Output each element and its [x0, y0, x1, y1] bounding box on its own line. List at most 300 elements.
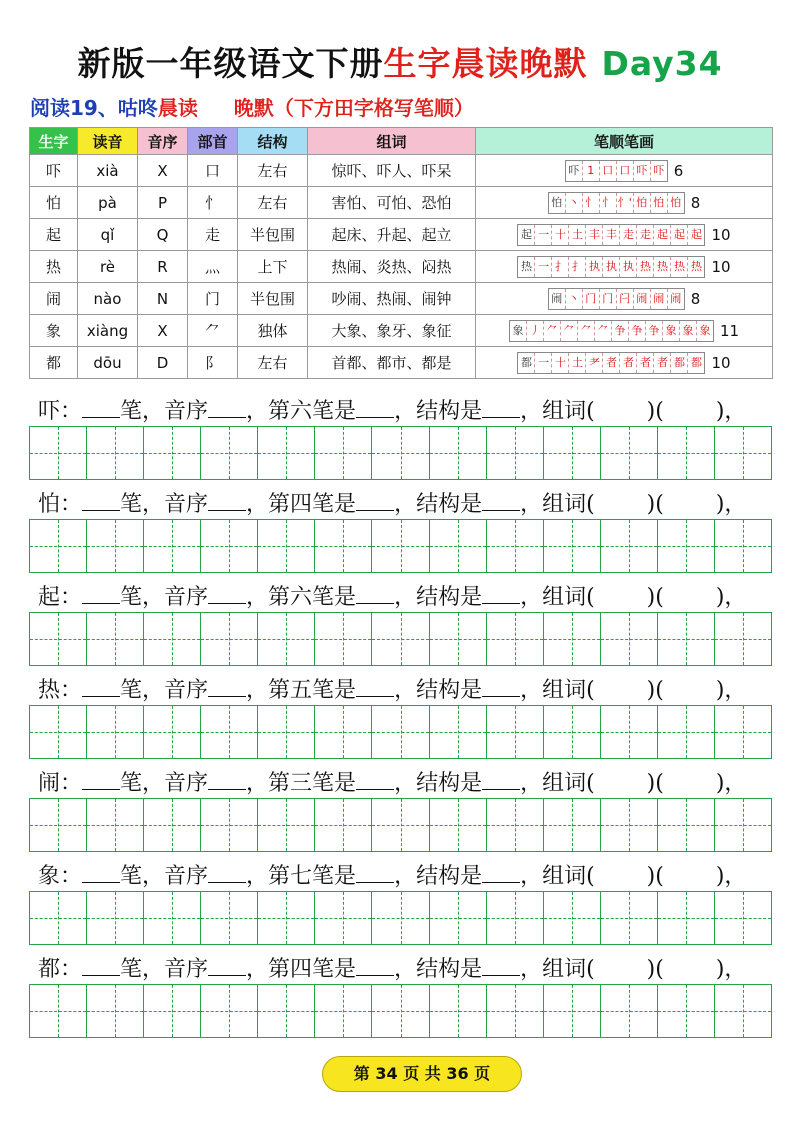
- cell-radical: 灬: [188, 251, 238, 283]
- lesson-name: 阅读19、咕咚: [30, 96, 158, 120]
- question-text: )，: [715, 771, 747, 796]
- tianzige-cell[interactable]: [601, 799, 658, 851]
- cell-radical: 阝: [188, 347, 238, 379]
- tianzige-cell[interactable]: [601, 706, 658, 758]
- stroke-count: 8: [690, 289, 701, 308]
- answer-blank[interactable]: [82, 397, 120, 418]
- stroke-step: 闹: [634, 289, 651, 309]
- col-header: 音序: [138, 128, 188, 155]
- tianzige-cell[interactable]: [715, 985, 771, 1037]
- tianzige-cell[interactable]: [258, 892, 315, 944]
- tianzige-cell[interactable]: [487, 985, 544, 1037]
- stroke-step: 怕: [651, 193, 668, 213]
- answer-blank[interactable]: [82, 862, 120, 883]
- question-text: ，结构是: [394, 678, 483, 703]
- answer-blank[interactable]: [208, 583, 246, 604]
- tianzige-cell[interactable]: [658, 892, 715, 944]
- question-text: 笔，音序: [120, 585, 209, 610]
- tianzige-cell[interactable]: [87, 613, 144, 665]
- cell-index: R: [138, 251, 188, 283]
- stroke-step: 口: [617, 161, 634, 181]
- stroke-step: ⺈: [544, 321, 561, 341]
- col-header: 组词: [308, 128, 476, 155]
- tianzige-cell[interactable]: [601, 520, 658, 572]
- cell-words: 惊吓、吓人、吓呆: [308, 155, 476, 187]
- stroke-step: 象: [699, 323, 711, 337]
- tianzige-cell[interactable]: [601, 985, 658, 1037]
- answer-blank[interactable]: [482, 955, 520, 976]
- tianzige-cell[interactable]: [487, 892, 544, 944]
- tianzige-cell[interactable]: [658, 706, 715, 758]
- tianzige-cell[interactable]: [544, 427, 601, 479]
- cell-radical: 口: [188, 155, 238, 187]
- question-text: ：: [60, 399, 83, 424]
- stroke-step: ⺈: [595, 321, 612, 341]
- question-text: 笔，音序: [120, 399, 209, 424]
- stroke-step: 起: [690, 227, 702, 241]
- cell-radical: 走: [188, 219, 238, 251]
- stroke-step: 走: [620, 225, 637, 245]
- answer-blank[interactable]: [482, 862, 520, 883]
- table-row: [30, 347, 773, 379]
- stroke-step: 者: [637, 353, 654, 373]
- stroke-step: 一: [535, 225, 552, 245]
- answer-blank[interactable]: [356, 490, 394, 511]
- tianzige-cell[interactable]: [201, 799, 258, 851]
- tianzige-cell[interactable]: [315, 706, 372, 758]
- tianzige-cell[interactable]: [372, 799, 429, 851]
- tianzige-cell[interactable]: [430, 985, 487, 1037]
- tianzige-cell[interactable]: [30, 985, 87, 1037]
- stroke-step: 丰: [603, 225, 620, 245]
- stroke-count: 10: [711, 353, 731, 372]
- tianzige-cell[interactable]: [258, 706, 315, 758]
- stroke-step: 1: [583, 161, 600, 181]
- cell-words: 害怕、可怕、恐怕: [308, 187, 476, 219]
- question-text: )，: [715, 585, 747, 610]
- tianzige-cell[interactable]: [658, 427, 715, 479]
- tianzige-cell[interactable]: [658, 520, 715, 572]
- cell-stroke-order: [476, 155, 773, 187]
- question-text: ，组词(: [520, 864, 595, 889]
- tianzige-cell[interactable]: [258, 799, 315, 851]
- tianzige-cell[interactable]: [30, 706, 87, 758]
- stroke-step: 扌: [569, 257, 586, 277]
- tianzige-cell[interactable]: [144, 892, 201, 944]
- tianzige-grid: [29, 891, 772, 945]
- tianzige-cell[interactable]: [258, 520, 315, 572]
- tianzige-cell[interactable]: [658, 613, 715, 665]
- tianzige-cell[interactable]: [30, 613, 87, 665]
- cell-structure: 上下: [238, 251, 308, 283]
- question-line: [38, 673, 746, 704]
- tianzige-cell[interactable]: [430, 427, 487, 479]
- answer-blank[interactable]: [208, 769, 246, 790]
- tianzige-cell[interactable]: [372, 706, 429, 758]
- question-text: ，结构是: [394, 864, 483, 889]
- question-text: )(: [646, 957, 664, 982]
- col-header: 部首: [188, 128, 238, 155]
- question-char: 都: [38, 957, 61, 982]
- tianzige-cell[interactable]: [87, 520, 144, 572]
- stroke-step: 忄': [617, 193, 634, 213]
- stroke-step: 闹: [670, 291, 682, 305]
- cell-stroke-order: [476, 283, 773, 315]
- stroke-step: 热: [671, 257, 688, 277]
- cell-words: 热闹、炎热、闷热: [308, 251, 476, 283]
- stroke-step: 热: [690, 259, 702, 273]
- answer-blank[interactable]: [82, 583, 120, 604]
- cell-index: N: [138, 283, 188, 315]
- question-text: ，组词(: [520, 957, 595, 982]
- stroke-count: 10: [711, 225, 731, 244]
- stroke-step: 都: [671, 353, 688, 373]
- question-text: ，第六笔是: [246, 399, 357, 424]
- answer-blank[interactable]: [208, 676, 246, 697]
- tianzige-cell[interactable]: [201, 520, 258, 572]
- tianzige-cell[interactable]: [201, 892, 258, 944]
- stroke-step: 热: [637, 257, 654, 277]
- question-text: ，组词(: [520, 678, 595, 703]
- answer-blank[interactable]: [482, 769, 520, 790]
- tianzige-cell[interactable]: [144, 520, 201, 572]
- tianzige-cell[interactable]: [658, 985, 715, 1037]
- answer-blank[interactable]: [356, 862, 394, 883]
- stroke-sequence: [517, 256, 705, 278]
- cell-pinyin: pà: [78, 187, 138, 219]
- stroke-step: 耂: [586, 353, 603, 373]
- question-text: ，第四笔是: [246, 957, 357, 982]
- tianzige-cell[interactable]: [544, 613, 601, 665]
- tianzige-cell[interactable]: [372, 613, 429, 665]
- tianzige-cell[interactable]: [601, 892, 658, 944]
- tianzige-cell[interactable]: [544, 799, 601, 851]
- tianzige-cell[interactable]: [30, 520, 87, 572]
- cell-radical: 门: [188, 283, 238, 315]
- cell-pinyin: xià: [78, 155, 138, 187]
- stroke-step: 都: [690, 355, 702, 369]
- tianzige-cell[interactable]: [144, 427, 201, 479]
- tianzige-cell[interactable]: [201, 985, 258, 1037]
- stroke-step: 闹: [651, 289, 668, 309]
- question-line: [38, 859, 746, 890]
- tianzige-cell[interactable]: [372, 520, 429, 572]
- answer-blank[interactable]: [82, 676, 120, 697]
- cell-stroke-order: [476, 219, 773, 251]
- tianzige-cell[interactable]: [30, 892, 87, 944]
- table-row: [30, 187, 773, 219]
- answer-blank[interactable]: [82, 955, 120, 976]
- answer-blank[interactable]: [482, 676, 520, 697]
- answer-blank[interactable]: [82, 769, 120, 790]
- cell-words: 吵闹、热闹、闹钟: [308, 283, 476, 315]
- stroke-step: 门: [600, 289, 617, 309]
- tianzige-cell[interactable]: [544, 520, 601, 572]
- stroke-step: 象: [663, 321, 680, 341]
- tianzige-cell[interactable]: [87, 427, 144, 479]
- stroke-step: 起: [654, 225, 671, 245]
- question-text: ，组词(: [520, 492, 595, 517]
- stroke-step: 闩: [617, 289, 634, 309]
- tianzige-cell[interactable]: [315, 892, 372, 944]
- cell-char: 象: [30, 315, 78, 347]
- tianzige-cell[interactable]: [258, 985, 315, 1037]
- tianzige-cell[interactable]: [144, 799, 201, 851]
- tianzige-cell[interactable]: [201, 427, 258, 479]
- table-row: [30, 251, 773, 283]
- cell-structure: 左右: [238, 187, 308, 219]
- tianzige-cell[interactable]: [30, 799, 87, 851]
- cell-char: 怕: [30, 187, 78, 219]
- stroke-step: 忄: [600, 193, 617, 213]
- stroke-step: ⺈: [578, 321, 595, 341]
- tianzige-cell[interactable]: [715, 613, 771, 665]
- question-text: 笔，音序: [120, 957, 209, 982]
- cell-pinyin: qǐ: [78, 219, 138, 251]
- tianzige-cell[interactable]: [430, 799, 487, 851]
- col-header: 笔顺笔画: [476, 128, 773, 155]
- stroke-step: 怕: [670, 195, 682, 209]
- stroke-sequence: [548, 192, 685, 214]
- stroke-step: ⺈: [561, 321, 578, 341]
- tianzige-grid: [29, 426, 772, 480]
- tianzige-cell[interactable]: [315, 613, 372, 665]
- tianzige-cell[interactable]: [201, 613, 258, 665]
- answer-blank[interactable]: [482, 583, 520, 604]
- stroke-step: 走: [637, 225, 654, 245]
- question-text: ，结构是: [394, 771, 483, 796]
- question-char: 起: [38, 585, 61, 610]
- stroke-step: 热: [518, 257, 535, 277]
- question-text: )，: [715, 492, 747, 517]
- cell-char: 都: [30, 347, 78, 379]
- question-text: ，结构是: [394, 957, 483, 982]
- stroke-step: 争: [646, 321, 663, 341]
- tianzige-cell[interactable]: [87, 985, 144, 1037]
- tianzige-cell[interactable]: [601, 427, 658, 479]
- cell-structure: 左右: [238, 155, 308, 187]
- tianzige-cell[interactable]: [30, 427, 87, 479]
- question-text: )(: [646, 678, 664, 703]
- tianzige-cell[interactable]: [87, 706, 144, 758]
- tianzige-cell[interactable]: [258, 427, 315, 479]
- question-char: 怕: [38, 492, 61, 517]
- answer-blank[interactable]: [482, 397, 520, 418]
- answer-blank[interactable]: [356, 955, 394, 976]
- stroke-count: 10: [711, 257, 731, 276]
- question-text: )，: [715, 678, 747, 703]
- tianzige-cell[interactable]: [487, 520, 544, 572]
- stroke-count: 11: [719, 321, 740, 340]
- question-text: 笔，音序: [120, 864, 209, 889]
- answer-blank[interactable]: [356, 583, 394, 604]
- answer-blank[interactable]: [356, 676, 394, 697]
- tianzige-cell[interactable]: [144, 706, 201, 758]
- cell-index: X: [138, 155, 188, 187]
- stroke-step: 丰: [586, 225, 603, 245]
- cell-structure: 左右: [238, 347, 308, 379]
- table-header-row: [30, 128, 773, 155]
- question-text: 笔，音序: [120, 492, 209, 517]
- tianzige-cell[interactable]: [487, 799, 544, 851]
- tianzige-cell[interactable]: [715, 706, 771, 758]
- stroke-sequence: [565, 160, 668, 182]
- question-text: ：: [60, 864, 83, 889]
- cell-pinyin: dōu: [78, 347, 138, 379]
- stroke-step: 一: [535, 353, 552, 373]
- stroke-step: 争: [612, 321, 629, 341]
- tianzige-cell[interactable]: [87, 892, 144, 944]
- stroke-step: 吓: [634, 161, 651, 181]
- answer-blank[interactable]: [208, 955, 246, 976]
- question-text: ，第六笔是: [246, 585, 357, 610]
- cell-index: P: [138, 187, 188, 219]
- question-text: ：: [60, 678, 83, 703]
- cell-radical: ⺈: [188, 315, 238, 347]
- stroke-step: 起: [671, 225, 688, 245]
- stroke-step: 十: [552, 225, 569, 245]
- title-main: 新版一年级语文下册: [77, 44, 384, 83]
- question-text: ，组词(: [520, 585, 595, 610]
- answer-blank[interactable]: [82, 490, 120, 511]
- tianzige-cell[interactable]: [430, 613, 487, 665]
- answer-blank[interactable]: [356, 397, 394, 418]
- page-number: 第 34 页 共 36 页: [322, 1056, 522, 1092]
- tianzige-cell[interactable]: [715, 892, 771, 944]
- tianzige-cell[interactable]: [372, 892, 429, 944]
- question-text: )，: [715, 957, 747, 982]
- stroke-step: 一: [535, 257, 552, 277]
- tianzige-cell[interactable]: [544, 985, 601, 1037]
- stroke-step: 执: [586, 257, 603, 277]
- stroke-sequence: [517, 352, 705, 374]
- question-text: ，结构是: [394, 399, 483, 424]
- cell-radical: 忄: [188, 187, 238, 219]
- stroke-step: 丶: [566, 193, 583, 213]
- stroke-count: 6: [673, 161, 684, 180]
- cell-structure: 半包围: [238, 219, 308, 251]
- tianzige-cell[interactable]: [715, 520, 771, 572]
- stroke-step: 者: [620, 353, 637, 373]
- answer-blank[interactable]: [356, 769, 394, 790]
- stroke-step: 者: [603, 353, 620, 373]
- answer-blank[interactable]: [208, 490, 246, 511]
- question-text: ，结构是: [394, 585, 483, 610]
- tianzige-cell[interactable]: [430, 520, 487, 572]
- stroke-step: 扌: [552, 257, 569, 277]
- tianzige-cell[interactable]: [315, 985, 372, 1037]
- tianzige-cell[interactable]: [544, 892, 601, 944]
- stroke-step: 象: [680, 321, 697, 341]
- col-header: 生字: [30, 128, 78, 155]
- cell-structure: 独体: [238, 315, 308, 347]
- stroke-step: 执: [603, 257, 620, 277]
- answer-blank[interactable]: [208, 862, 246, 883]
- tianzige-cell[interactable]: [658, 799, 715, 851]
- question-text: )(: [646, 492, 664, 517]
- page-title: [0, 38, 800, 85]
- question-char: 闹: [38, 771, 61, 796]
- question-text: ，结构是: [394, 492, 483, 517]
- tianzige-cell[interactable]: [258, 613, 315, 665]
- tianzige-cell[interactable]: [372, 427, 429, 479]
- stroke-step: 门: [583, 289, 600, 309]
- cell-char: 闹: [30, 283, 78, 315]
- tianzige-cell[interactable]: [315, 799, 372, 851]
- stroke-step: 丶: [566, 289, 583, 309]
- tianzige-grid: [29, 705, 772, 759]
- tianzige-cell[interactable]: [201, 706, 258, 758]
- answer-blank[interactable]: [208, 397, 246, 418]
- tianzige-cell[interactable]: [372, 985, 429, 1037]
- tianzige-cell[interactable]: [87, 799, 144, 851]
- question-text: ：: [60, 957, 83, 982]
- tianzige-cell[interactable]: [487, 706, 544, 758]
- tianzige-cell[interactable]: [430, 892, 487, 944]
- stroke-step: 土: [569, 353, 586, 373]
- title-highlight: 生字晨读晚默: [383, 44, 588, 83]
- cell-words: 大象、象牙、象征: [308, 315, 476, 347]
- question-char: 吓: [38, 399, 61, 424]
- stroke-step: 都: [518, 353, 535, 373]
- question-line: [38, 394, 746, 425]
- tianzige-grid: [29, 984, 772, 1038]
- stroke-sequence: [548, 288, 685, 310]
- tianzige-cell[interactable]: [144, 613, 201, 665]
- tianzige-cell[interactable]: [544, 706, 601, 758]
- tianzige-grid: [29, 612, 772, 666]
- evening-label: 晚默（下方田字格写笔顺）: [233, 96, 474, 120]
- tianzige-cell[interactable]: [601, 613, 658, 665]
- question-text: ，第七笔是: [246, 864, 357, 889]
- question-text: ：: [60, 585, 83, 610]
- question-line: [38, 487, 746, 518]
- answer-blank[interactable]: [482, 490, 520, 511]
- tianzige-grid: [29, 798, 772, 852]
- cell-structure: 半包围: [238, 283, 308, 315]
- tianzige-cell[interactable]: [487, 427, 544, 479]
- tianzige-cell[interactable]: [715, 799, 771, 851]
- title-day: Day34: [601, 44, 723, 83]
- question-text: ，组词(: [520, 771, 595, 796]
- cell-pinyin: rè: [78, 251, 138, 283]
- stroke-sequence: [509, 320, 714, 342]
- cell-pinyin: nào: [78, 283, 138, 315]
- morning-label: 晨读: [157, 96, 198, 120]
- question-line: [38, 580, 746, 611]
- question-text: )，: [715, 864, 747, 889]
- question-text: ，第四笔是: [246, 492, 357, 517]
- tianzige-cell[interactable]: [715, 427, 771, 479]
- tianzige-cell[interactable]: [430, 706, 487, 758]
- question-text: )(: [646, 585, 664, 610]
- question-text: ：: [60, 771, 83, 796]
- tianzige-cell[interactable]: [315, 427, 372, 479]
- stroke-step: 执: [620, 257, 637, 277]
- question-text: ，第三笔是: [246, 771, 357, 796]
- stroke-step: 者: [654, 353, 671, 373]
- col-header: 读音: [78, 128, 138, 155]
- tianzige-cell[interactable]: [487, 613, 544, 665]
- tianzige-cell[interactable]: [144, 985, 201, 1037]
- cell-words: 起床、升起、起立: [308, 219, 476, 251]
- question-text: ，第五笔是: [246, 678, 357, 703]
- character-table: [29, 127, 773, 379]
- question-char: 象: [38, 864, 61, 889]
- cell-index: D: [138, 347, 188, 379]
- tianzige-cell[interactable]: [315, 520, 372, 572]
- cell-stroke-order: [476, 347, 773, 379]
